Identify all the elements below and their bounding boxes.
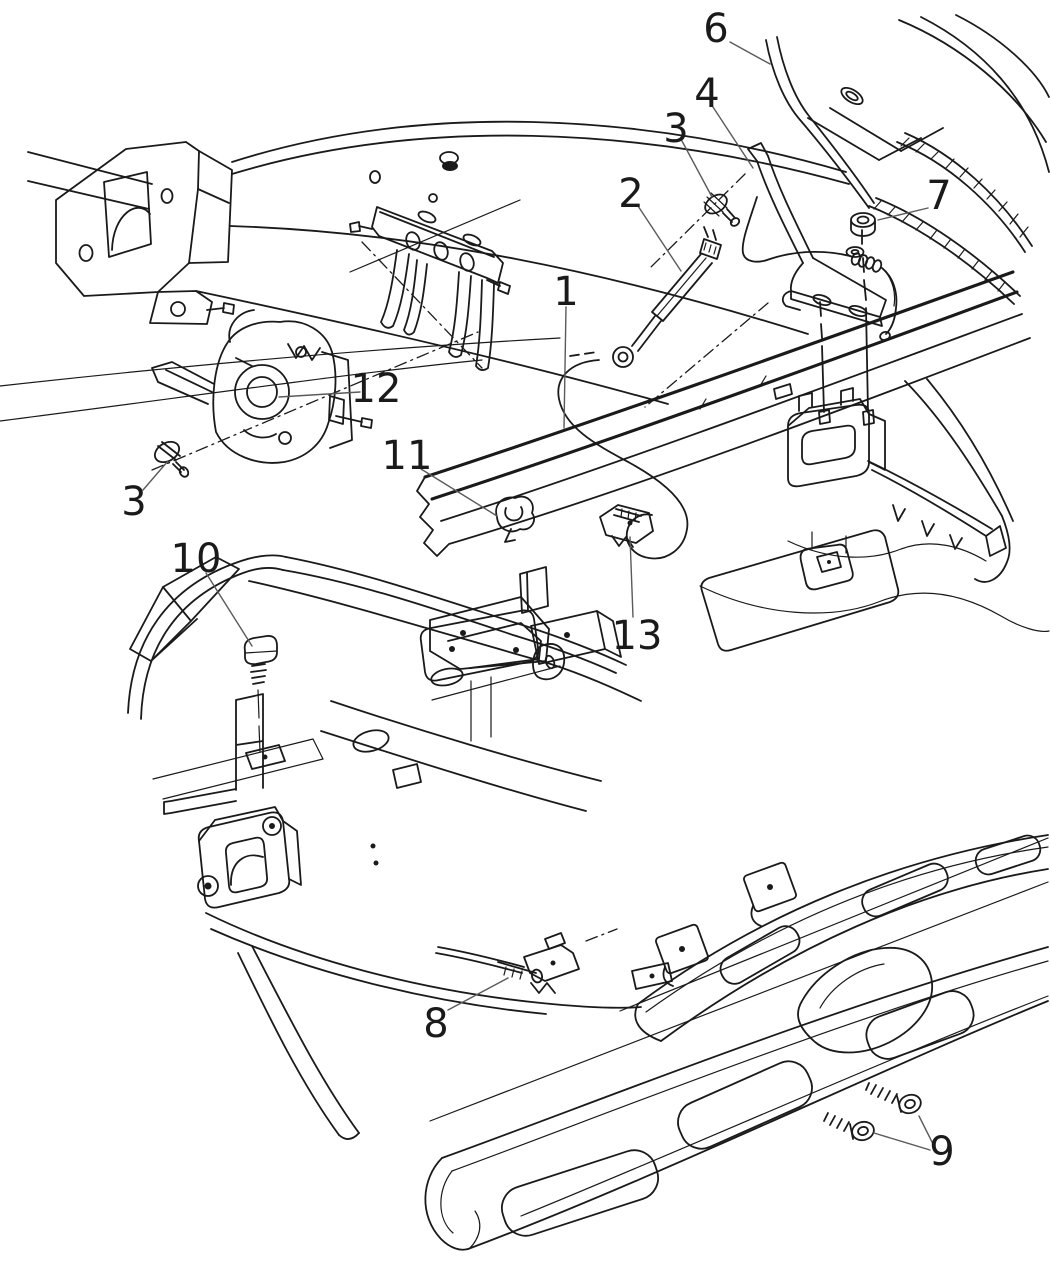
callout-label-2: 2 [618, 171, 644, 217]
callout-leader-12 [279, 392, 360, 397]
callout-leader-1 [564, 307, 566, 428]
callout-label-9: 9 [929, 1129, 955, 1175]
callout-leader-3-lower [143, 461, 168, 490]
callout-layer [121, 6, 954, 1175]
callout-label-8: 8 [423, 1001, 449, 1047]
callout-leader-2 [638, 206, 681, 271]
callout-label-11: 11 [381, 433, 433, 479]
callout-label-4: 4 [694, 71, 720, 117]
callout-label-1: 1 [553, 269, 579, 315]
callout-leader-6 [730, 42, 770, 64]
callout-label-13: 13 [611, 613, 663, 659]
grille-art [425, 832, 1048, 1249]
callout-leader-10 [206, 573, 252, 646]
callout-label-12: 12 [350, 366, 402, 412]
callout-leader-9-1 [874, 1133, 930, 1150]
callout-label-10: 10 [170, 536, 222, 582]
fender-support-art [128, 555, 672, 1139]
callout-label-3-lower: 3 [121, 479, 147, 525]
callout-label-6: 6 [703, 6, 729, 52]
callout-label-3-upper: 3 [663, 106, 689, 152]
callout-label-7: 7 [926, 173, 952, 219]
hood-panel-art [570, 15, 1049, 425]
cowl-channel-art [417, 272, 1049, 1121]
